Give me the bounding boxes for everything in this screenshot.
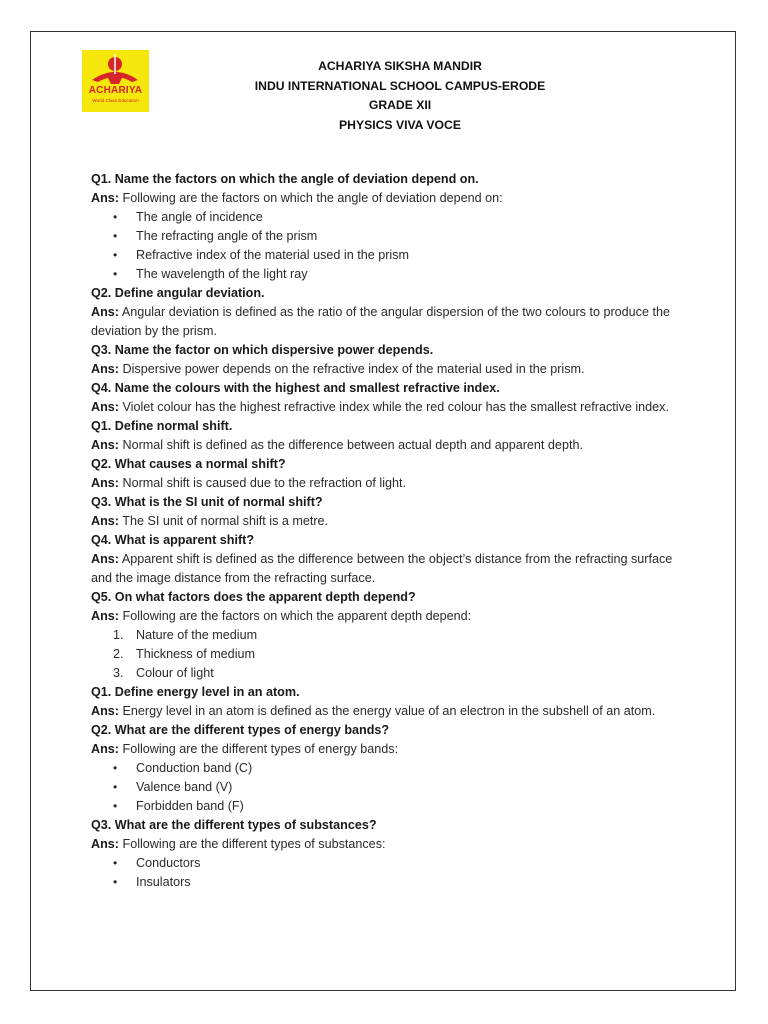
question: Q3. Name the factor on which dispersive power depends.	[91, 343, 434, 357]
question: Q2. Define angular deviation.	[91, 286, 265, 300]
campus-name: INDU INTERNATIONAL SCHOOL CAMPUS-ERODE	[254, 78, 546, 93]
ans-label: Ans:	[91, 476, 119, 490]
ans-label: Ans:	[91, 191, 119, 205]
answer	[91, 702, 681, 721]
subject-title: PHYSICS VIVA VOCE	[339, 117, 461, 132]
grade-label: GRADE XII	[368, 98, 432, 112]
bullet-list	[91, 208, 681, 284]
list-item: • Forbidden band (F)	[91, 797, 681, 816]
list-item: • Conduction band (C)	[91, 759, 681, 778]
qa-content	[91, 170, 681, 892]
logo-tagline: World Class Education	[92, 98, 139, 103]
question: Q2. What are the different types of energy bands?	[91, 723, 390, 737]
list-item: • The angle of incidence	[91, 208, 681, 227]
ans-label: Ans:	[91, 704, 119, 718]
list-item: 1. Nature of the medium	[113, 628, 258, 642]
answer-text: Violet colour has the highest refractive index while the red colour has the smallest refractive index.	[122, 400, 669, 414]
answer-text: Angular deviation is defined as the ratio of the angular dispersion of the two colours to produce the deviation by the prism.	[91, 305, 670, 338]
ans-label: Ans:	[91, 552, 119, 566]
list-item: • The refracting angle of the prism	[91, 227, 681, 246]
question: Q3. What is the SI unit of normal shift?	[91, 495, 323, 509]
answer-text: Apparent shift is defined as the difference between the object’s distance from the refracting surface and the image distance from the refracting surface.	[91, 552, 673, 585]
ans-label: Ans:	[91, 362, 119, 376]
answer	[91, 436, 681, 455]
list-item-text: Nature of the medium	[136, 628, 258, 642]
answer-text: Following are the factors on which the angle of deviation depend on:	[122, 191, 503, 205]
numbered-list	[91, 626, 681, 683]
answer	[91, 189, 681, 208]
answer-text: The SI unit of normal shift is a metre.	[122, 514, 329, 528]
list-item: • Valence band (V)	[91, 778, 681, 797]
bullet-list	[91, 854, 681, 892]
answer-text: Dispersive power depends on the refractive index of the material used in the prism.	[122, 362, 585, 376]
question: Q3. What are the different types of substances?	[91, 818, 377, 832]
answer	[91, 550, 681, 588]
answer-text: Normal shift is caused due to the refraction of light.	[122, 476, 407, 490]
answer-text: Energy level in an atom is defined as the energy value of an electron in the subshell of an atom.	[122, 704, 656, 718]
ans-label: Ans:	[91, 400, 119, 414]
answer-text: Following are the different types of substances:	[122, 837, 386, 851]
ans-label: Ans:	[91, 514, 119, 528]
ans-label: Ans:	[91, 742, 119, 756]
logo-brand: ACHARIYA	[88, 85, 143, 96]
question: Q1. Name the factors on which the angle of deviation depend on.	[91, 172, 479, 186]
question: Q2. What causes a normal shift?	[91, 457, 286, 471]
ans-label: Ans:	[91, 837, 119, 851]
list-item-text: Thickness of medium	[136, 647, 255, 661]
answer-text: Normal shift is defined as the difference between actual depth and apparent depth.	[122, 438, 583, 452]
list-item: 3. Colour of light	[113, 666, 214, 680]
question: Q1. Define normal shift.	[91, 419, 233, 433]
answer	[91, 512, 681, 531]
ans-label: Ans:	[91, 609, 119, 623]
answer-text: Following are the different types of energy bands:	[122, 742, 399, 756]
list-item: • Conductors	[91, 854, 681, 873]
document-header	[150, 57, 650, 135]
question: Q4. What is apparent shift?	[91, 533, 255, 547]
answer	[91, 835, 681, 854]
list-item: 2. Thickness of medium	[113, 647, 255, 661]
bullet-list	[91, 759, 681, 816]
answer	[91, 474, 681, 493]
answer	[91, 360, 681, 379]
answer	[91, 398, 681, 417]
list-item: • Refractive index of the material used in the prism	[91, 246, 681, 265]
school-logo	[82, 50, 149, 112]
list-item: • Insulators	[91, 873, 681, 892]
answer	[91, 740, 681, 759]
question: Q5. On what factors does the apparent depth depend?	[91, 590, 416, 604]
answer	[91, 303, 681, 341]
list-item: • The wavelength of the light ray	[91, 265, 681, 284]
answer	[91, 607, 681, 626]
answer-text: Following are the factors on which the apparent depth depend:	[122, 609, 472, 623]
school-name: ACHARIYA SIKSHA MANDIR	[318, 59, 482, 73]
ans-label: Ans:	[91, 438, 119, 452]
question: Q4. Name the colours with the highest and smallest refractive index.	[91, 381, 500, 395]
question: Q1. Define energy level in an atom.	[91, 685, 300, 699]
ans-label: Ans:	[91, 305, 119, 319]
list-item-text: Colour of light	[136, 666, 214, 680]
